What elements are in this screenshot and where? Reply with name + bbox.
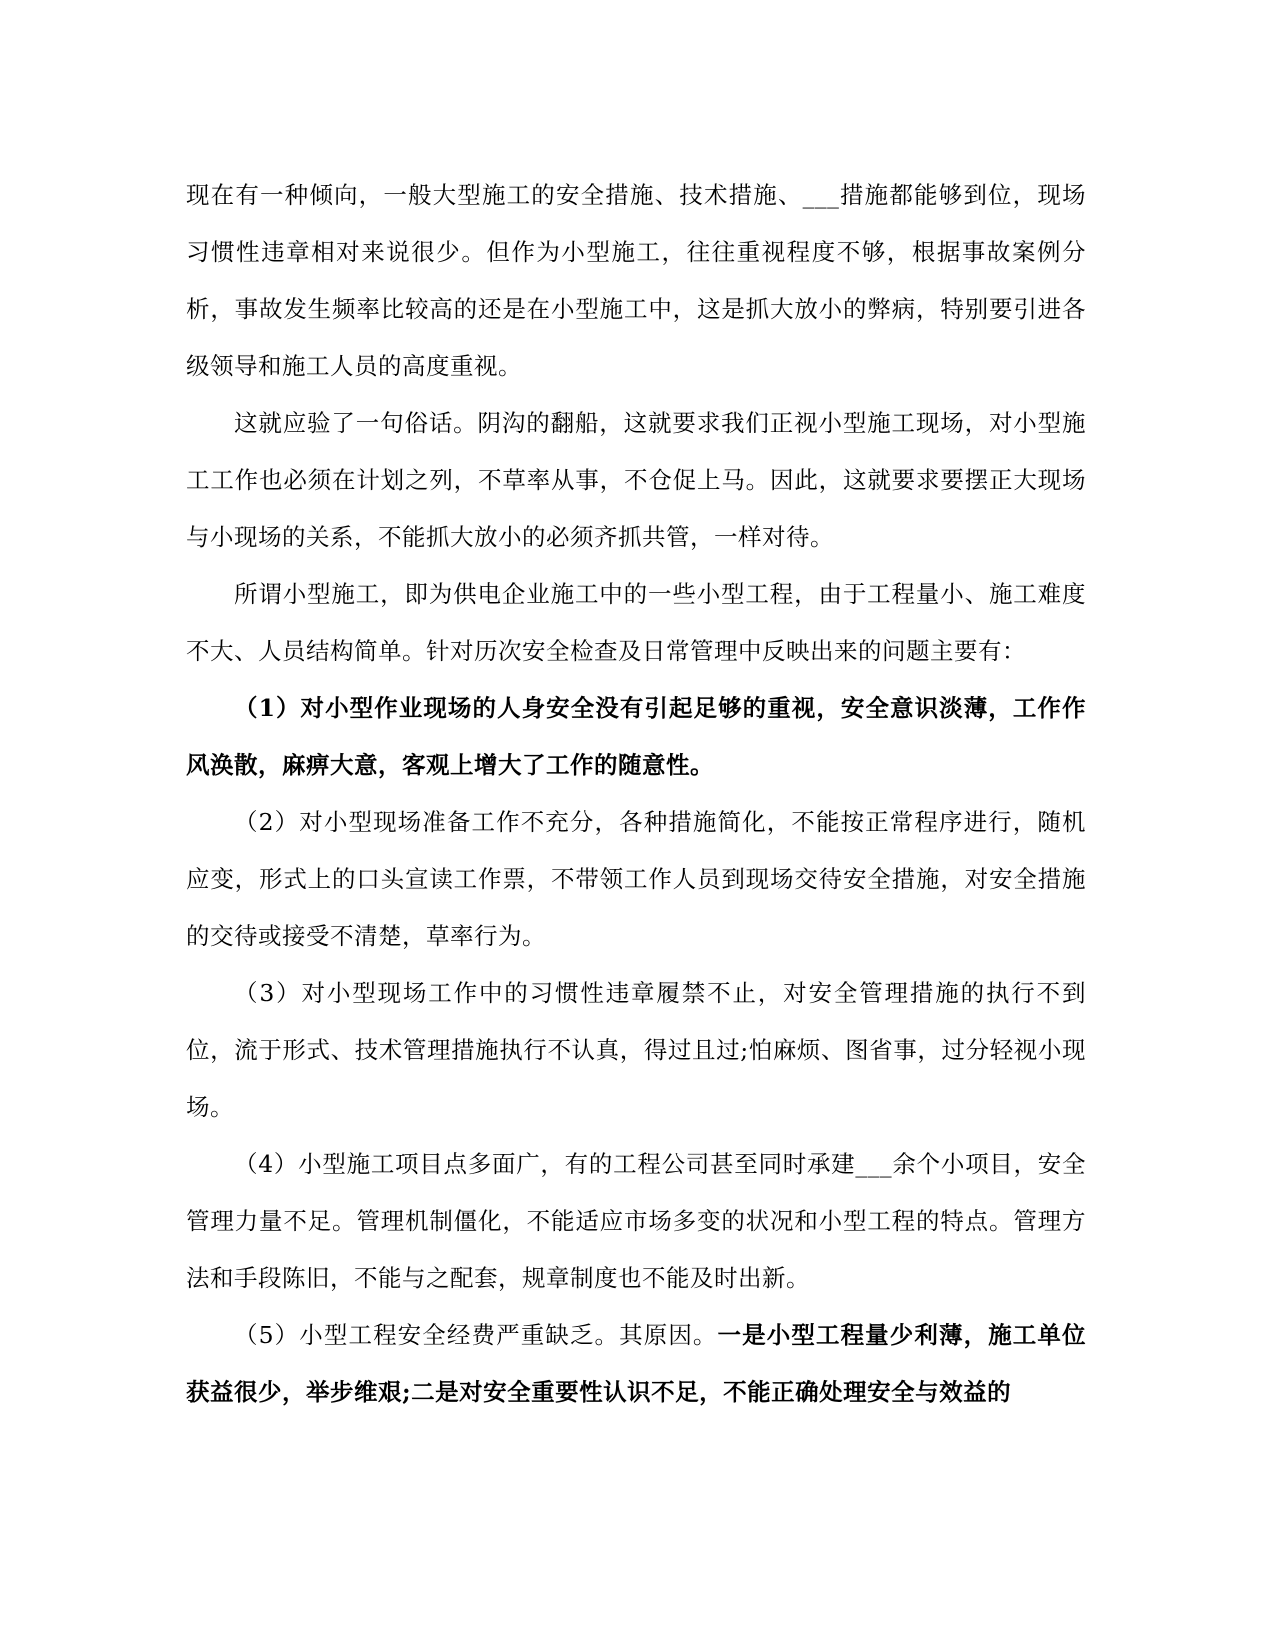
paragraph-3: 所谓小型施工，即为供电企业施工中的一些小型工程，由于工程量小、施工难度不大、人员结构简单。针对历次安全检查及日常管理中反映出来的问题主要有： — [186, 580, 1086, 665]
paragraph-2: 这就应验了一句俗话。阴沟的翻船，这就要求我们正视小型施工现场，对小型施工工作也必须在计划之列，不草率从事，不仓促上马。因此，这就要求要摆正大现场与小现场的关系，不能抓大放小的必须齐抓共管，一样对待。 — [186, 409, 1086, 551]
paragraph-item-2: （2）对小型现场准备工作不充分，各种措施简化，不能按正常程序进行，随机应变，形式上的口头宣读工作票，不带领工作人员到现场交待安全措施，对安全措施的交待或接受不清楚，草率行为。 — [186, 808, 1086, 950]
paragraph-item-3: （3）对小型现场工作中的习惯性违章履禁不止，对安全管理措施的执行不到位，流于形式、技术管理措施执行不认真，得过且过;怕麻烦、图省事，过分轻视小现场。 — [186, 979, 1086, 1121]
paragraph-item-4: （4）小型施工项目点多面广，有的工程公司甚至同时承建___余个小项目，安全管理力量不足。管理机制僵化，不能适应市场多变的状况和小型工程的特点。管理方法和手段陈旧，不能与之配套，规章制度也不能及时出新。 — [186, 1150, 1086, 1292]
paragraph-item-5 — [186, 1307, 1086, 1421]
paragraph-item-1: （1）对小型作业现场的人身安全没有引起足够的重视，安全意识淡薄，工作作风涣散，麻痹大意，客观上增大了工作的随意性。 — [186, 694, 1086, 779]
paragraph-item-5-normal: （5）小型工程安全经费严重缺乏。其原因。 — [234, 1321, 718, 1349]
document-body — [186, 167, 1086, 1421]
paragraph-1: 现在有一种倾向，一般大型施工的安全措施、技术措施、___措施都能够到位，现场习惯性违章相对来说很少。但作为小型施工，往往重视程度不够，根据事故案例分析，事故发生频率比较高的还是在小型施工中，这是抓大放小的弊病，特别要引进各级领导和施工人员的高度重视。 — [186, 181, 1086, 380]
paragraph-item-5-bold: 一是小型工程量少利薄，施工单位获益很少，举步维艰;二是对安全重要性认识不足，不能正确处理安全与效益的 — [186, 1321, 1087, 1406]
